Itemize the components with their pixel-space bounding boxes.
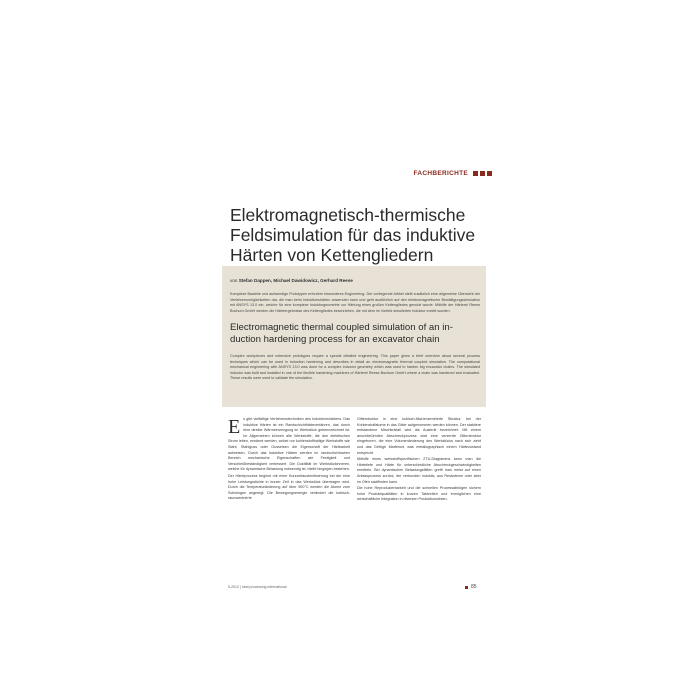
body-paragraph: Gitterstruktur in eine kubisch-flächenzentrierte Struktur, bei der Kohlenstoffatome in das Gitter aufgenommen werden können. Der stabilere entstandene Mischkristall wird als Austenit bezeichnet. Mit einem anschließenden Abschreckprozess wird eine verzerrte Gitterstruktur eingefroren, die eine Volumenänderung des Werkstücks nach sich zieht und das Gefüge Martensit, was metallographisch einem Härtezustand entspricht. [357, 417, 481, 455]
abstract-box [222, 266, 486, 407]
section-label: FACHBERICHTE [413, 170, 468, 177]
page-number: 85 [471, 584, 477, 590]
english-title-line: duction hardening process for an excavator chain [230, 333, 440, 345]
article-title-line: Feldsimulation für das induktive [230, 225, 476, 245]
page-marker-square [465, 586, 468, 589]
body-column-1 [228, 417, 350, 503]
footer-page [465, 584, 477, 590]
section-tag [413, 170, 492, 177]
body-text: s gibt vielfältige Verfahrenstechniken des Induktionshärtens. Das induktive Härten ist ein Randschichthärteverfahren, das durch eine direkte Wärmeerzeugung im Werkstück gekennzeichnet ist. Im Allgemeinen können alle Werkstoffe, die den elektrischen Strom leiten, erwärmt werden, wobei nur kohlenstoffhaltige Werkstoffe wie Stahl, Stahlguss oder Gusseisen die Eigenschaft der Härtbarkeit aufweisen. Durch das induktive Härten werden im randschichtnahen Bereich mechanische Eigenschaften wie Festigkeit und Verschleißbeständigkeit verbessert. Die Duktilität im Werkstückinneren, welche für dynamische Belastung notwendig ist, bleibt hingegen bestehen. [228, 417, 350, 472]
body-column-2 [357, 417, 481, 504]
body-paragraph: Mithilfe eines werkstoffspezifischen ZTU-Diagramms kann man die Härtetiefe und Härte für unterschiedliche Abschreckgeschwindigkeiten ermitteln. Bei dynamischen Belastungsfällen greift man meist auf einen Anlassprozess zurück, der verbunden induktiv, aus Restwärme oder aber im Ofen stattfinden kann. [357, 457, 481, 484]
english-title [230, 322, 480, 345]
section-squares-decoration [473, 171, 492, 176]
article-title [230, 205, 500, 265]
abstract-english: Complex workpieces and extensive prototypes require a special detailed engineering. This paper gives a brief overview about several process techniques which can be used in induction hardening and describes in detail an electromagnetic thermal coupled simulation. The computational mechanical engineering with ANSYS 13.0 was done for a complex inductor geometry which was used to harden big excavator chains. The simulated inductor was built and installed in one of the flexible hardening machines of Härterei Reese Bochum GmbH where a chain was hardened and evaluated. These results were used to validate the simulation. [230, 354, 480, 381]
authors-line [230, 278, 353, 283]
english-title-line: Electromagnetic thermal coupled simulation of an in- [230, 322, 453, 333]
drop-cap: E [228, 416, 241, 438]
article-title-line: Elektromagnetisch-thermische [230, 205, 466, 225]
body-paragraph: Der Härteprozess beginnt mit einer Kurzzeitaustenitisierung bei der eine hohe Leistungsdichte in kurzer Zeit in das Werkstück übertragen wird. Durch die Temperaturänderung auf über 900°C werden die Atome zum Schwingen angeregt. Die Bewegungsenergie verändert die kubisch-raumzentrierte [228, 473, 350, 501]
body-paragraph [228, 417, 350, 473]
footer-publication: 5-2012 | heat processing international [228, 585, 287, 589]
authors-names: Stefan Dappen, Michael Dawidowicz, Gerhard Reese [238, 278, 353, 283]
authors-prefix: von [230, 278, 238, 283]
body-paragraph: Die hohe Reproduzierbarkeit und die schnellen Prozessabfolgen sichern hohe Produktqualitäten in kurzen Taktzeiten und ermöglichen eine wirtschaftliche Integration in diversen Produktionslinien. [357, 486, 481, 502]
article-title-line: Härten von Kettengliedern [230, 245, 434, 265]
abstract-german: Komplexe Bauteile und aufwendige Prototypen erfordern besonderes Engineering. Der vorliegende Artikel stellt zusätzlich eine allgemeine Übersicht der Verfahrensmöglichkeiten dar, die man beim Induktionshärten anwenden kann und geht ausführlich auf den elektromagnetische Bewältigungssimulation mit ANSYS 13.0 ein, welche für eine komplexe Induktorgeometrie zur Härtung eines großen Kettengliedes genutzt wurde. Mithilfe der Härterei Reese Bochum GmbH werden die Härteergebnisse des Kettengliedes beschrieben, die mit dem im Vorfeld simulierten Induktor erzielt wurden. [230, 292, 480, 313]
